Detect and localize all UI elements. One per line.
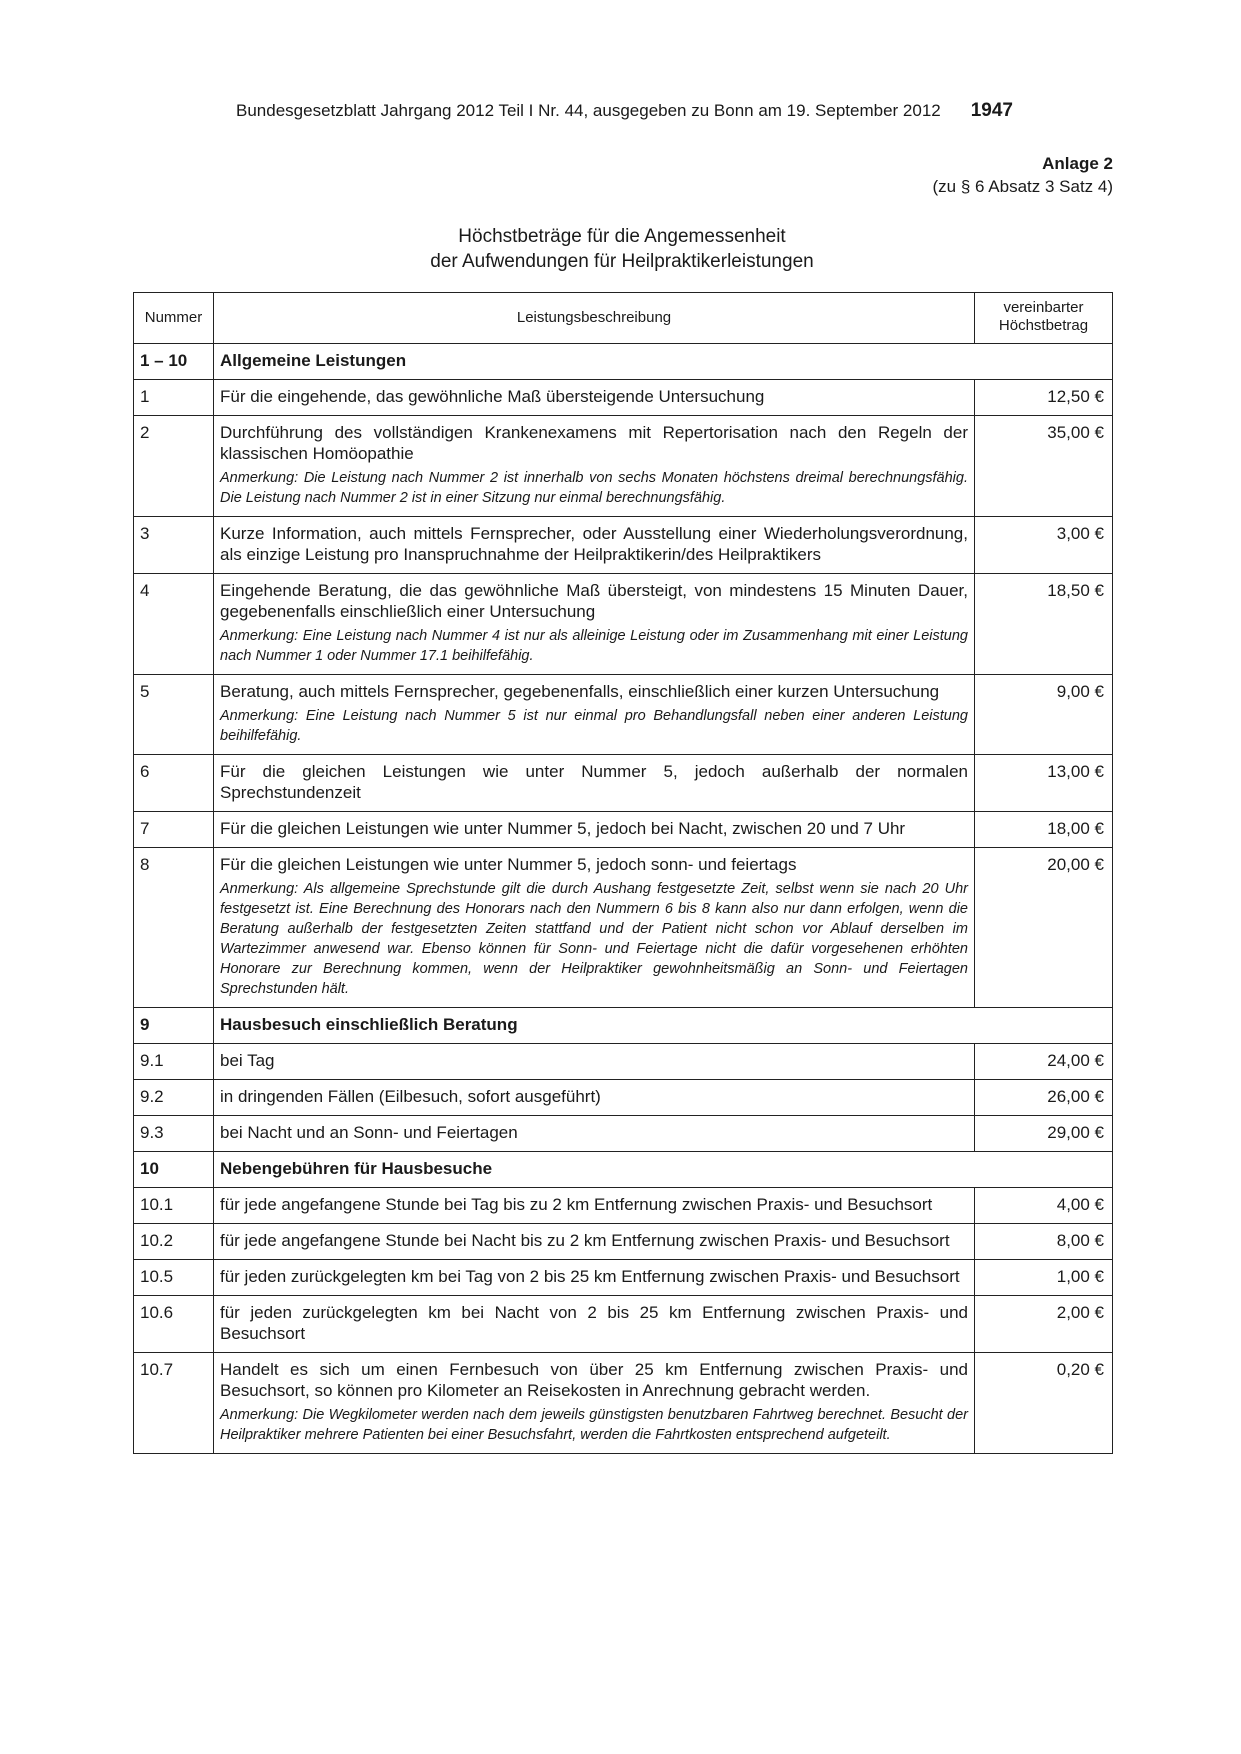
table-row: [134, 1188, 1113, 1224]
item-description: Handelt es sich um einen Fernbesuch von über 25 km Entfernung zwischen Praxis- und Besuchsort, so können pro Kilometer an Reisekosten in Anrechnung gebracht werden.: [220, 1360, 968, 1400]
table-row: [134, 1296, 1113, 1353]
item-description: Für die gleichen Leistungen wie unter Nummer 5, jedoch außerhalb der normalen Sprechstundenzeit: [220, 762, 968, 802]
item-description: Für die gleichen Leistungen wie unter Nummer 5, jedoch sonn- und feiertags: [220, 855, 797, 874]
item-description-cell: [214, 517, 975, 574]
item-number: 8: [134, 848, 214, 1008]
item-description-cell: [214, 1188, 975, 1224]
column-header-amount: [975, 293, 1113, 344]
item-description: Beratung, auch mittels Fernsprecher, gegebenenfalls, einschließlich einer kurzen Untersuchung: [220, 682, 940, 701]
item-amount: 12,50 €: [975, 380, 1113, 416]
title-line-1: Höchstbeträge für die Angemessenheit: [458, 226, 786, 247]
item-number: 9.2: [134, 1080, 214, 1116]
item-amount: 0,20 €: [975, 1353, 1113, 1454]
item-number: 2: [134, 416, 214, 517]
table-row: [134, 1116, 1113, 1152]
item-amount: 18,50 €: [975, 574, 1113, 675]
section-row: [134, 1152, 1113, 1188]
item-description: für jeden zurückgelegten km bei Nacht von 2 bis 25 km Entfernung zwischen Praxis- und Besuchsort: [220, 1303, 968, 1343]
running-header: [236, 100, 1013, 122]
table-row: [134, 574, 1113, 675]
item-description-cell: [214, 1224, 975, 1260]
item-description-cell: [214, 574, 975, 675]
item-number: 10.2: [134, 1224, 214, 1260]
item-amount: 8,00 €: [975, 1224, 1113, 1260]
item-description-cell: [214, 380, 975, 416]
page-number: 1947: [970, 100, 1013, 121]
column-header-amount-line1: vereinbarter: [1003, 299, 1084, 316]
item-note: Anmerkung: Eine Leistung nach Nummer 4 ist nur als alleinige Leistung oder im Zusammenhang mit einer Leistung nach Nummer 1 oder Nummer 17.1 beihilfefähig.: [220, 628, 968, 664]
section-number: 9: [134, 1008, 214, 1044]
item-amount: 35,00 €: [975, 416, 1113, 517]
item-description-cell: [214, 1044, 975, 1080]
section-title: Nebengebühren für Hausbesuche: [214, 1152, 1113, 1188]
item-note: Anmerkung: Eine Leistung nach Nummer 5 ist nur einmal pro Behandlungsfall neben einer anderen Leistung beihilfefähig.: [220, 708, 968, 744]
item-description: Für die eingehende, das gewöhnliche Maß übersteigende Untersuchung: [220, 387, 765, 406]
item-amount: 4,00 €: [975, 1188, 1113, 1224]
table-row: [134, 1224, 1113, 1260]
running-title: Bundesgesetzblatt Jahrgang 2012 Teil I Nr. 44, ausgegeben zu Bonn am 19. September 2012: [236, 101, 941, 120]
item-note: Anmerkung: Als allgemeine Sprechstunde gilt die durch Aushang festgesetzte Zeit, selbst wenn sie nach 20 Uhr festgesetzt ist. Eine Berechnung des Honorars nach den Nummern 6 bis 8 kann also nur dann erfolgen, wenn die Beratung außerhalb der festgesetzten Zeiten stattfand und der Patient nicht schon vor Ablauf derselben im Wartezimmer anwesend war. Ebenso können für Sonn- und Feiertage nicht die dafür vorgesehenen erhöhten Honorare zur Berechnung kommen, wenn der Heilpraktiker gewohnheitsmäßig an Sonn- und Feiertagen Sprechstunden hält.: [220, 881, 968, 997]
item-number: 10.5: [134, 1260, 214, 1296]
section-row: [134, 344, 1113, 380]
table-row: [134, 416, 1113, 517]
item-number: 7: [134, 812, 214, 848]
section-row: [134, 1008, 1113, 1044]
item-description: Kurze Information, auch mittels Fernsprecher, oder Ausstellung einer Wiederholungsverordnung, als einzige Leistung pro Inanspruchnahme der Heilpraktikerin/des Heilpraktikers: [220, 524, 968, 564]
table-body: [134, 344, 1113, 1454]
item-amount: 3,00 €: [975, 517, 1113, 574]
section-number: 10: [134, 1152, 214, 1188]
item-amount: 2,00 €: [975, 1296, 1113, 1353]
section-title: Allgemeine Leistungen: [214, 344, 1113, 380]
item-number: 3: [134, 517, 214, 574]
table-row: [134, 1353, 1113, 1454]
item-number: 9.3: [134, 1116, 214, 1152]
table-row: [134, 1080, 1113, 1116]
item-number: 10.1: [134, 1188, 214, 1224]
item-description: Für die gleichen Leistungen wie unter Nummer 5, jedoch bei Nacht, zwischen 20 und 7 Uhr: [220, 819, 906, 838]
column-header-number: Nummer: [134, 293, 214, 344]
table-row: [134, 812, 1113, 848]
table-row: [134, 1260, 1113, 1296]
table-row: [134, 675, 1113, 755]
item-description: in dringenden Fällen (Eilbesuch, sofort ausgeführt): [220, 1087, 601, 1106]
annex-title: Anlage 2: [1042, 154, 1113, 173]
item-number: 4: [134, 574, 214, 675]
table-row: [134, 848, 1113, 1008]
item-description-cell: [214, 848, 975, 1008]
item-description-cell: [214, 812, 975, 848]
table-row: [134, 755, 1113, 812]
column-header-amount-line2: Höchstbetrag: [998, 317, 1089, 334]
item-amount: 26,00 €: [975, 1080, 1113, 1116]
item-description-cell: [214, 1116, 975, 1152]
table-row: [134, 380, 1113, 416]
document-title: [133, 224, 1111, 274]
item-amount: 24,00 €: [975, 1044, 1113, 1080]
item-description: für jede angefangene Stunde bei Nacht bis zu 2 km Entfernung zwischen Praxis- und Besuchsort: [220, 1231, 950, 1250]
item-amount: 18,00 €: [975, 812, 1113, 848]
item-description-cell: [214, 1353, 975, 1454]
item-description: bei Nacht und an Sonn- und Feiertagen: [220, 1123, 518, 1142]
item-amount: 20,00 €: [975, 848, 1113, 1008]
item-description: für jede angefangene Stunde bei Tag bis zu 2 km Entfernung zwischen Praxis- und Besuchsort: [220, 1195, 933, 1214]
item-amount: 1,00 €: [975, 1260, 1113, 1296]
item-description: für jeden zurückgelegten km bei Tag von 2 bis 25 km Entfernung zwischen Praxis- und Besuchsort: [220, 1267, 960, 1286]
item-number: 6: [134, 755, 214, 812]
item-number: 5: [134, 675, 214, 755]
item-number: 10.6: [134, 1296, 214, 1353]
table-row: [134, 1044, 1113, 1080]
item-amount: 13,00 €: [975, 755, 1113, 812]
item-description: bei Tag: [220, 1051, 275, 1070]
table-row: [134, 517, 1113, 574]
item-description-cell: [214, 675, 975, 755]
section-number: 1 – 10: [134, 344, 214, 380]
table-header-row: [134, 293, 1113, 344]
item-amount: 9,00 €: [975, 675, 1113, 755]
item-number: 9.1: [134, 1044, 214, 1080]
item-amount: 29,00 €: [975, 1116, 1113, 1152]
section-title: Hausbesuch einschließlich Beratung: [214, 1008, 1113, 1044]
item-number: 1: [134, 380, 214, 416]
item-note: Anmerkung: Die Wegkilometer werden nach dem jeweils günstigsten benutzbaren Fahrtweg berechnet. Besucht der Heilpraktiker mehrere Patienten bei einer Besuchsfahrt, werden die Fahrtkosten entsprechend aufgeteilt.: [220, 1407, 968, 1443]
annex-reference: (zu § 6 Absatz 3 Satz 4): [932, 177, 1113, 196]
item-description-cell: [214, 1080, 975, 1116]
item-description-cell: [214, 755, 975, 812]
item-number: 10.7: [134, 1353, 214, 1454]
item-description-cell: [214, 1260, 975, 1296]
item-description: Eingehende Beratung, die das gewöhnliche Maß übersteigt, von mindestens 15 Minuten Dauer, gegebenenfalls einschließlich einer Untersuchung: [220, 581, 968, 621]
column-header-description: Leistungsbeschreibung: [214, 293, 975, 344]
fee-table: [133, 292, 1113, 1454]
item-description-cell: [214, 416, 975, 517]
item-description: Durchführung des vollständigen Krankenexamens mit Repertorisation nach den Regeln der klassischen Homöopathie: [220, 423, 968, 463]
item-note: Anmerkung: Die Leistung nach Nummer 2 ist innerhalb von sechs Monaten höchstens dreimal berechnungsfähig. Die Leistung nach Nummer 2 ist in einer Sitzung nur einmal berechnungsfähig.: [220, 470, 968, 506]
title-line-2: der Aufwendungen für Heilpraktikerleistungen: [430, 251, 814, 272]
annex-label: [933, 152, 1113, 198]
item-description-cell: [214, 1296, 975, 1353]
